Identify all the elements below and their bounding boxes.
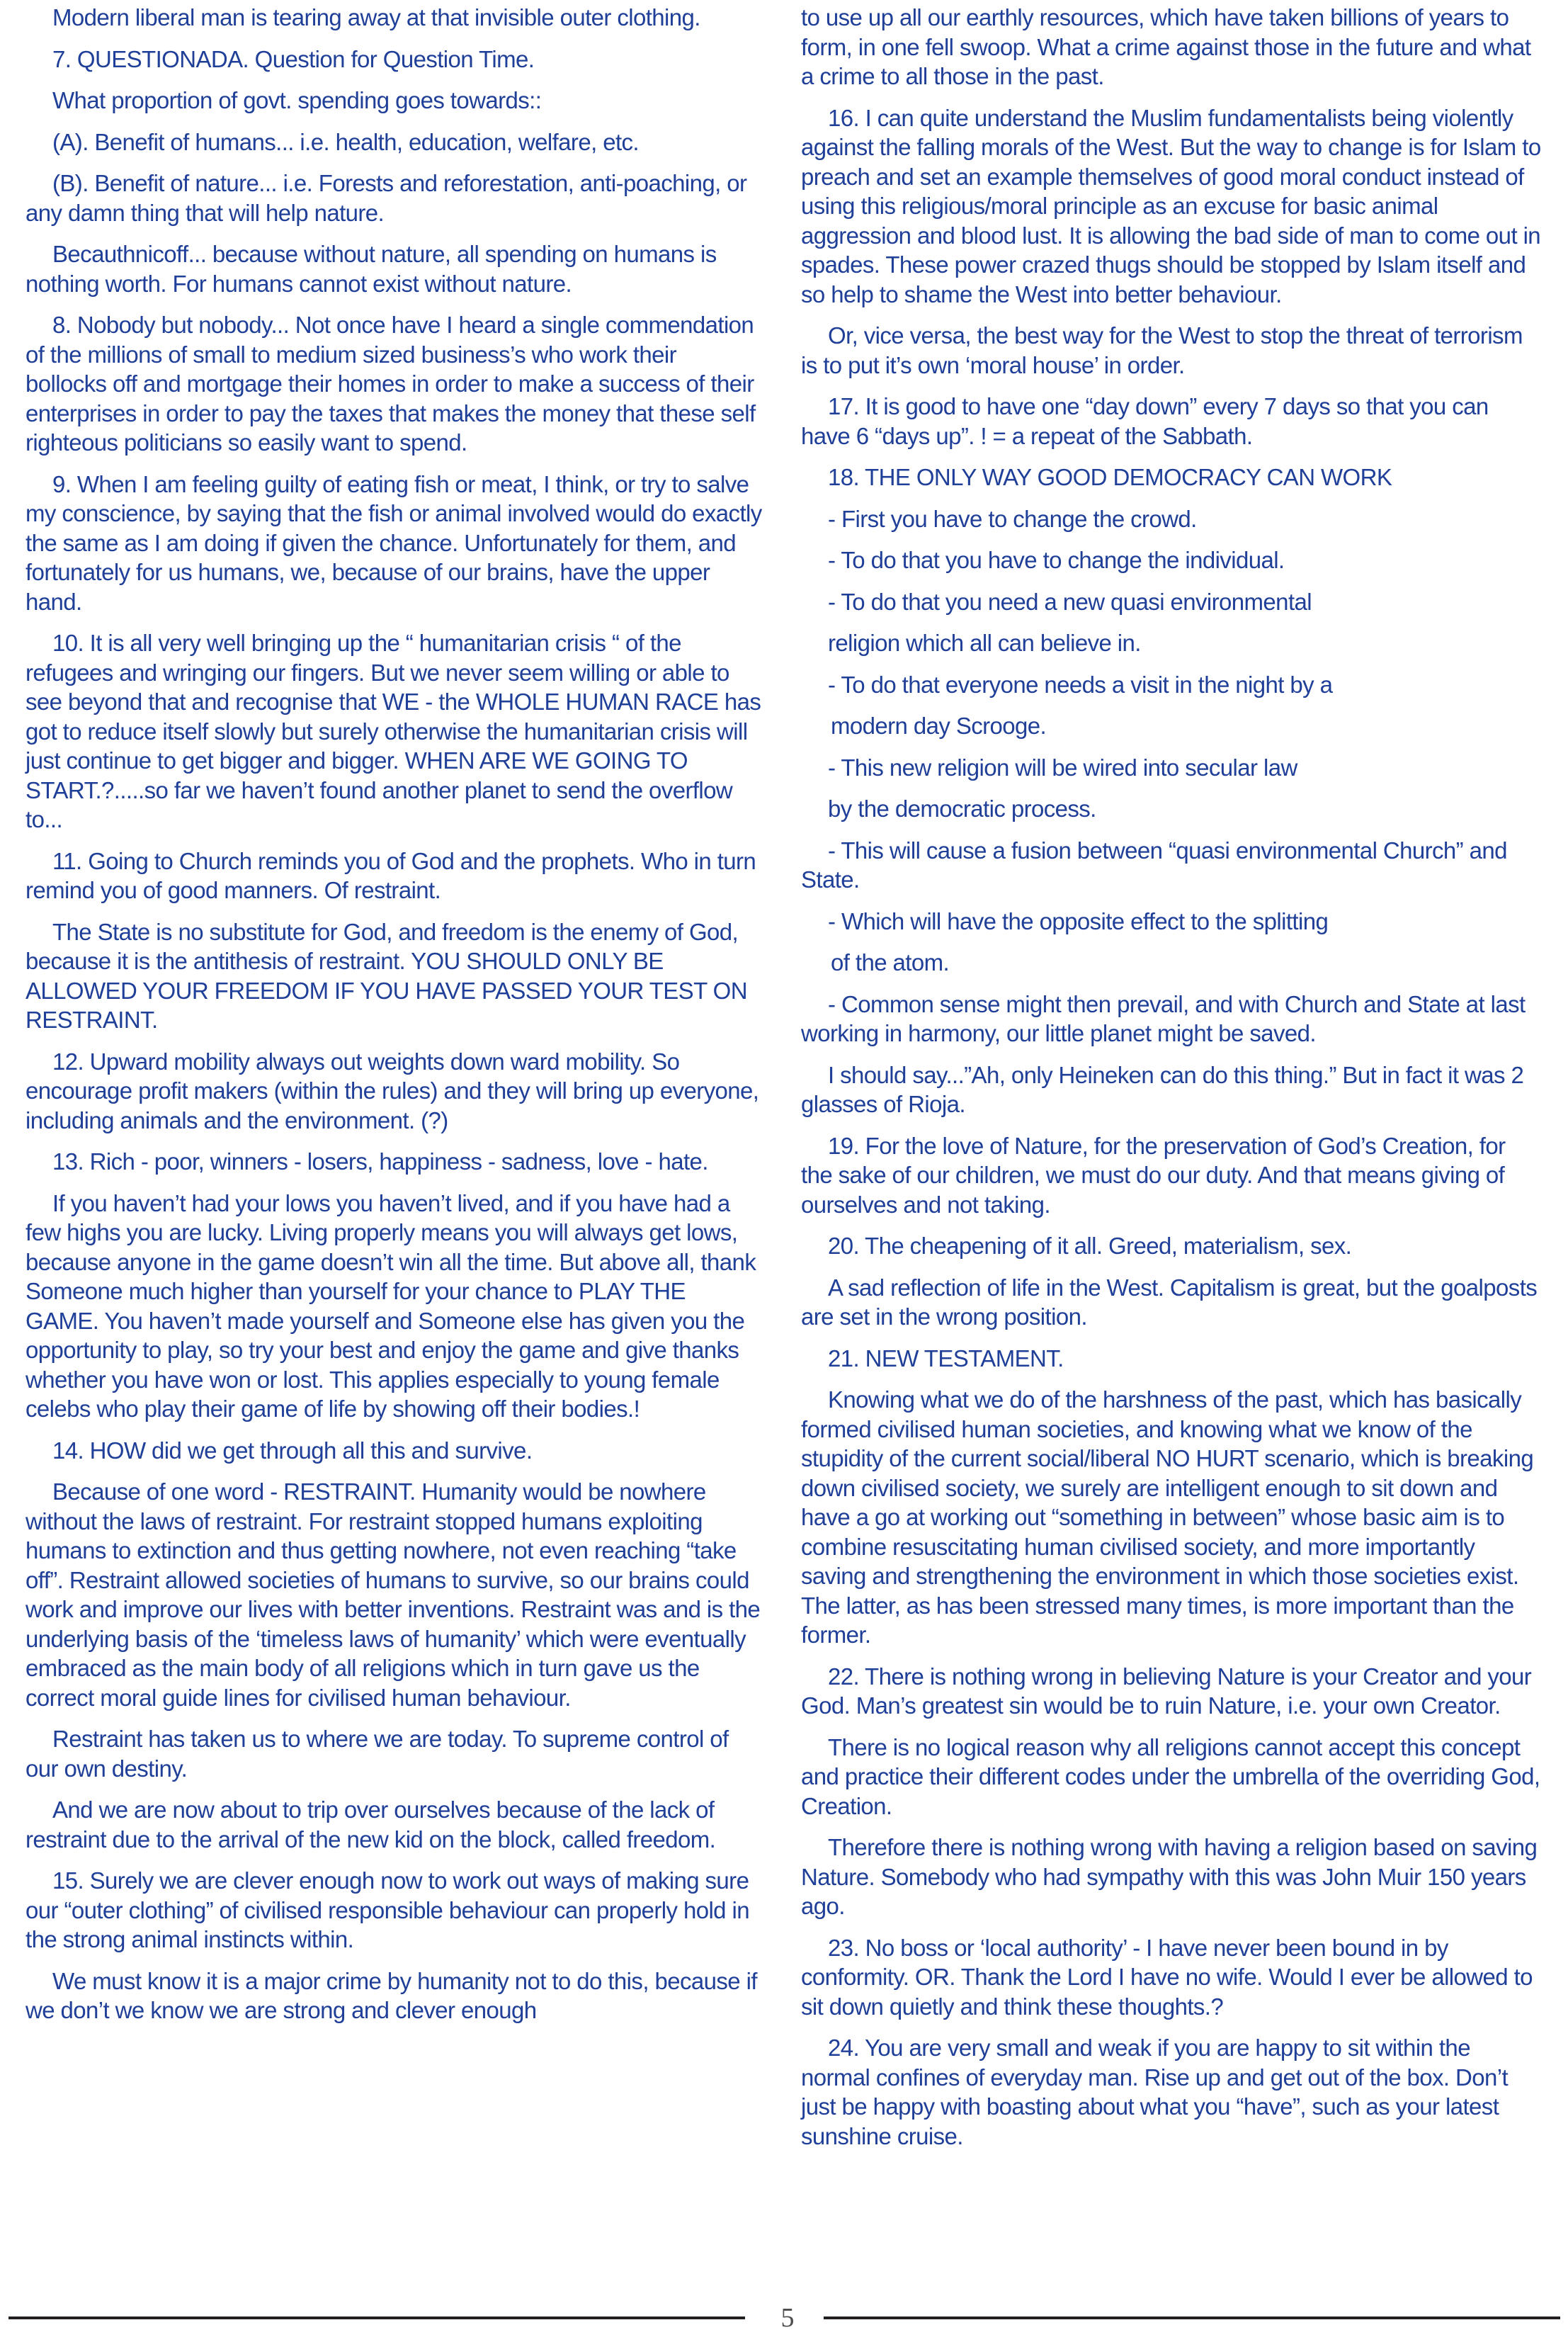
paragraph: Modern liberal man is tearing away at that invisible outer clothing. <box>52 4 700 30</box>
list-item-continuation: by the democratic process. <box>828 796 1096 822</box>
paragraph: A sad reflection of life in the West. Capitalism is great, but the goalposts are set in the wrong position. <box>801 1274 1538 1330</box>
list-item: - To do that you need a new quasi environmental <box>828 588 1312 615</box>
paragraph: There is no logical reason why all religions cannot accept this concept and practice their different codes under the umbrella of the overriding God, Creation. <box>801 1733 1540 1819</box>
paragraph: 12. Upward mobility always out weights down ward mobility. So encourage profit makers (within the rules) and they will bring up everyone, including animals and the environment. (?) <box>25 1048 759 1133</box>
paragraph: Knowing what we do of the harshness of the past, which has basically formed civilised human societies, and knowing what we know of the stupidity of the current social/liberal NO HURT scenario, which is breaking down civilised society, we surely are intelligent enough to sit down and have a go at working out “something in between” whose basic aim is to combine resuscitating human civilised society, and more importantly saving and strengthening the environment in which those societies exist. The latter, as has been stressed many times, is more important than the former. <box>801 1386 1534 1648</box>
paragraph: We must know it is a major crime by humanity not to do this, because if we don’t we know we are strong and clever enough <box>25 1967 757 2023</box>
paragraph: 16. I can quite understand the Muslim fundamentalists being violently against the falling morals of the West. But the way to change is for Islam to preach and set an example themselves of good moral conduct instead of using this religious/moral principle as an excuse for basic animal aggression and blood lust. It is allowing the bad side of man to come out in spades. These power crazed thugs should be stopped by Islam itself and so help to shame the West into better behaviour. <box>801 104 1541 307</box>
list-item: - To do that everyone needs a visit in the night by a <box>828 671 1333 698</box>
paragraph: 22. There is nothing wrong in believing Nature is your Creator and your God. Man’s greatest sin would be to ruin Nature, i.e. your own Creator. <box>801 1663 1532 1719</box>
footer-rule-left <box>8 2316 745 2319</box>
paragraph: 19. For the love of Nature, for the preservation of God’s Creation, for the sake of our children, we must do our duty. And that means giving of ourselves and not taking. <box>801 1132 1506 1218</box>
paragraph: 11. Going to Church reminds you of God and the prophets. Who in turn remind you of good manners. Of restraint. <box>25 847 756 903</box>
paragraph: to use up all our earthly resources, which have taken billions of years to form, in one fell swoop. What a crime against those in the future and what a crime to all those in the past. <box>801 4 1531 89</box>
list-item: - This new religion will be wired into secular law <box>828 754 1297 781</box>
list-item: - First you have to change the crowd. <box>828 505 1197 532</box>
left-column <box>25 3 762 2037</box>
paragraph: If you haven’t had your lows you haven’t lived, and if you have had a few highs you are lucky. Living properly means you will always get lows, because anyone in the game doesn’t win all the time. But above all, thank Someone much higher than yourself for your chance to PLAY THE GAME. You haven’t made yourself and Someone else has given you the opportunity to play, so try your best and enjoy the game and give thanks whether you have won or lost. This applies especially to young female celebs who play their game of life by showing off their bodies.! <box>25 1189 756 1422</box>
section-heading: 18. THE ONLY WAY GOOD DEMOCRACY CAN WORK <box>828 464 1392 490</box>
paragraph: And we are now about to trip over ourselves because of the lack of restraint due to the arrival of the new kid on the block, called freedom. <box>25 1797 716 1852</box>
paragraph: 15. Surely we are clever enough now to work out ways of making sure our “outer clothing” of civilised responsible behaviour can properly hold in the strong animal instincts within. <box>25 1867 749 1952</box>
paragraph: 24. You are very small and weak if you are happy to sit within the normal confines of everyday man. Rise up and get out of the box. Don’t just be happy with boasting about what you “have”, such as your latest sunshine cruise. <box>801 2035 1509 2149</box>
paragraph: Becauthnicoff... because without nature, all spending on humans is nothing worth. For humans cannot exist without nature. <box>25 241 717 297</box>
paragraph: The State is no substitute for God, and freedom is the enemy of God, because it is the antithesis of restraint. YOU SHOULD ONLY BE ALLOWED YOUR FREEDOM IF YOU HAVE PASSED YOUR TEST ON RESTRAINT. <box>25 918 747 1033</box>
paragraph: Restraint has taken us to where we are today. To supreme control of our own destiny. <box>25 1726 729 1782</box>
paragraph: What proportion of govt. spending goes towards:: <box>52 87 542 113</box>
paragraph: 13. Rich - poor, winners - losers, happiness - sadness, love - hate. <box>52 1148 708 1175</box>
paragraph: 10. It is all very well bringing up the “ humanitarian crisis “ of the refugees and wringing our fingers. But we never seem willing or able to see beyond that and recognise that WE - the WHOLE HUMAN RACE has got to reduce itself slowly but surely otherwise the humanitarian crisis will just continue to get bigger and bigger. WHEN ARE WE GOING TO START.?.....so far we haven’t found another planet to send the overflow to... <box>25 630 761 832</box>
paragraph: Therefore there is nothing wrong with having a religion based on saving Nature. Somebody who had sympathy with this was John Muir 150 years ago. <box>801 1834 1538 1919</box>
paragraph: 14. HOW did we get through all this and survive. <box>52 1437 533 1464</box>
paragraph: 17. It is good to have one “day down” every 7 days so that you can have 6 “days up”. ! = a repeat of the Sabbath. <box>801 393 1489 449</box>
page-number: 5 <box>780 2303 795 2333</box>
paragraph: (A). Benefit of humans... i.e. health, education, welfare, etc. <box>52 128 639 155</box>
list-item-continuation: modern day Scrooge. <box>831 713 1047 739</box>
paragraph: 23. No boss or ‘local authority’ - I have never been bound in by conformity. OR. Thank the Lord I have no wife. Would I ever be allowed to sit down quietly and think these thoughts.? <box>801 1934 1533 2020</box>
list-item: - Which will have the opposite effect to the splitting <box>828 907 1329 934</box>
list-item-continuation: religion which all can believe in. <box>828 630 1141 656</box>
list-item-continuation: of the atom. <box>831 949 950 975</box>
paragraph: Because of one word - RESTRAINT. Humanity would be nowhere without the laws of restraint. For restraint stopped humans exploiting humans to extinction and thus getting nowhere, not even reaching “take off”. Restraint allowed societies of humans to survive, so our brains could work and improve our lives with better inventions. Restraint was and is the underlying basis of the ‘timeless laws of humanity’ which were eventually embraced as the main body of all religions which in turn gave us the correct moral guide lines for civilised human behaviour. <box>25 1478 761 1711</box>
right-column <box>801 3 1541 2163</box>
paragraph: 8. Nobody but nobody... Not once have I heard a single commendation of the millions of small to medium sized business’s who work their bollocks off and mortgage their homes in order to make a success of their enterprises in order to pay the taxes that makes the money that these self righteous politicians so easily want to spend. <box>25 312 756 456</box>
paragraph: I should say...”Ah, only Heineken can do this thing.” But in fact it was 2 glasses of Rioja. <box>801 1061 1524 1117</box>
list-item: - To do that you have to change the individual. <box>828 547 1285 573</box>
list-item: - This will cause a fusion between “quasi environmental Church” and State. <box>801 837 1507 893</box>
footer-rule-right <box>824 2316 1560 2319</box>
paragraph: 20. The cheapening of it all. Greed, materialism, sex. <box>828 1233 1352 1259</box>
paragraph: 7. QUESTIONADA. Question for Question Time. <box>52 45 535 72</box>
paragraph: (B). Benefit of nature... i.e. Forests and reforestation, anti-poaching, or any damn thing that will help nature. <box>25 170 747 226</box>
list-item: - Common sense might then prevail, and with Church and State at last working in harmony, our little planet might be saved. <box>801 990 1526 1046</box>
section-heading: 21. NEW TESTAMENT. <box>828 1345 1064 1371</box>
paragraph: 9. When I am feeling guilty of eating fish or meat, I think, or try to salve my conscience, by saying that the fish or animal involved would do exactly the same as I am doing if given the chance. Unfortunately for them, and fortunately for us humans, we, because of our brains, have the upper hand. <box>25 470 762 615</box>
paragraph: Or, vice versa, the best way for the West to stop the threat of terrorism is to put it’s own ‘moral house’ in order. <box>801 322 1523 378</box>
